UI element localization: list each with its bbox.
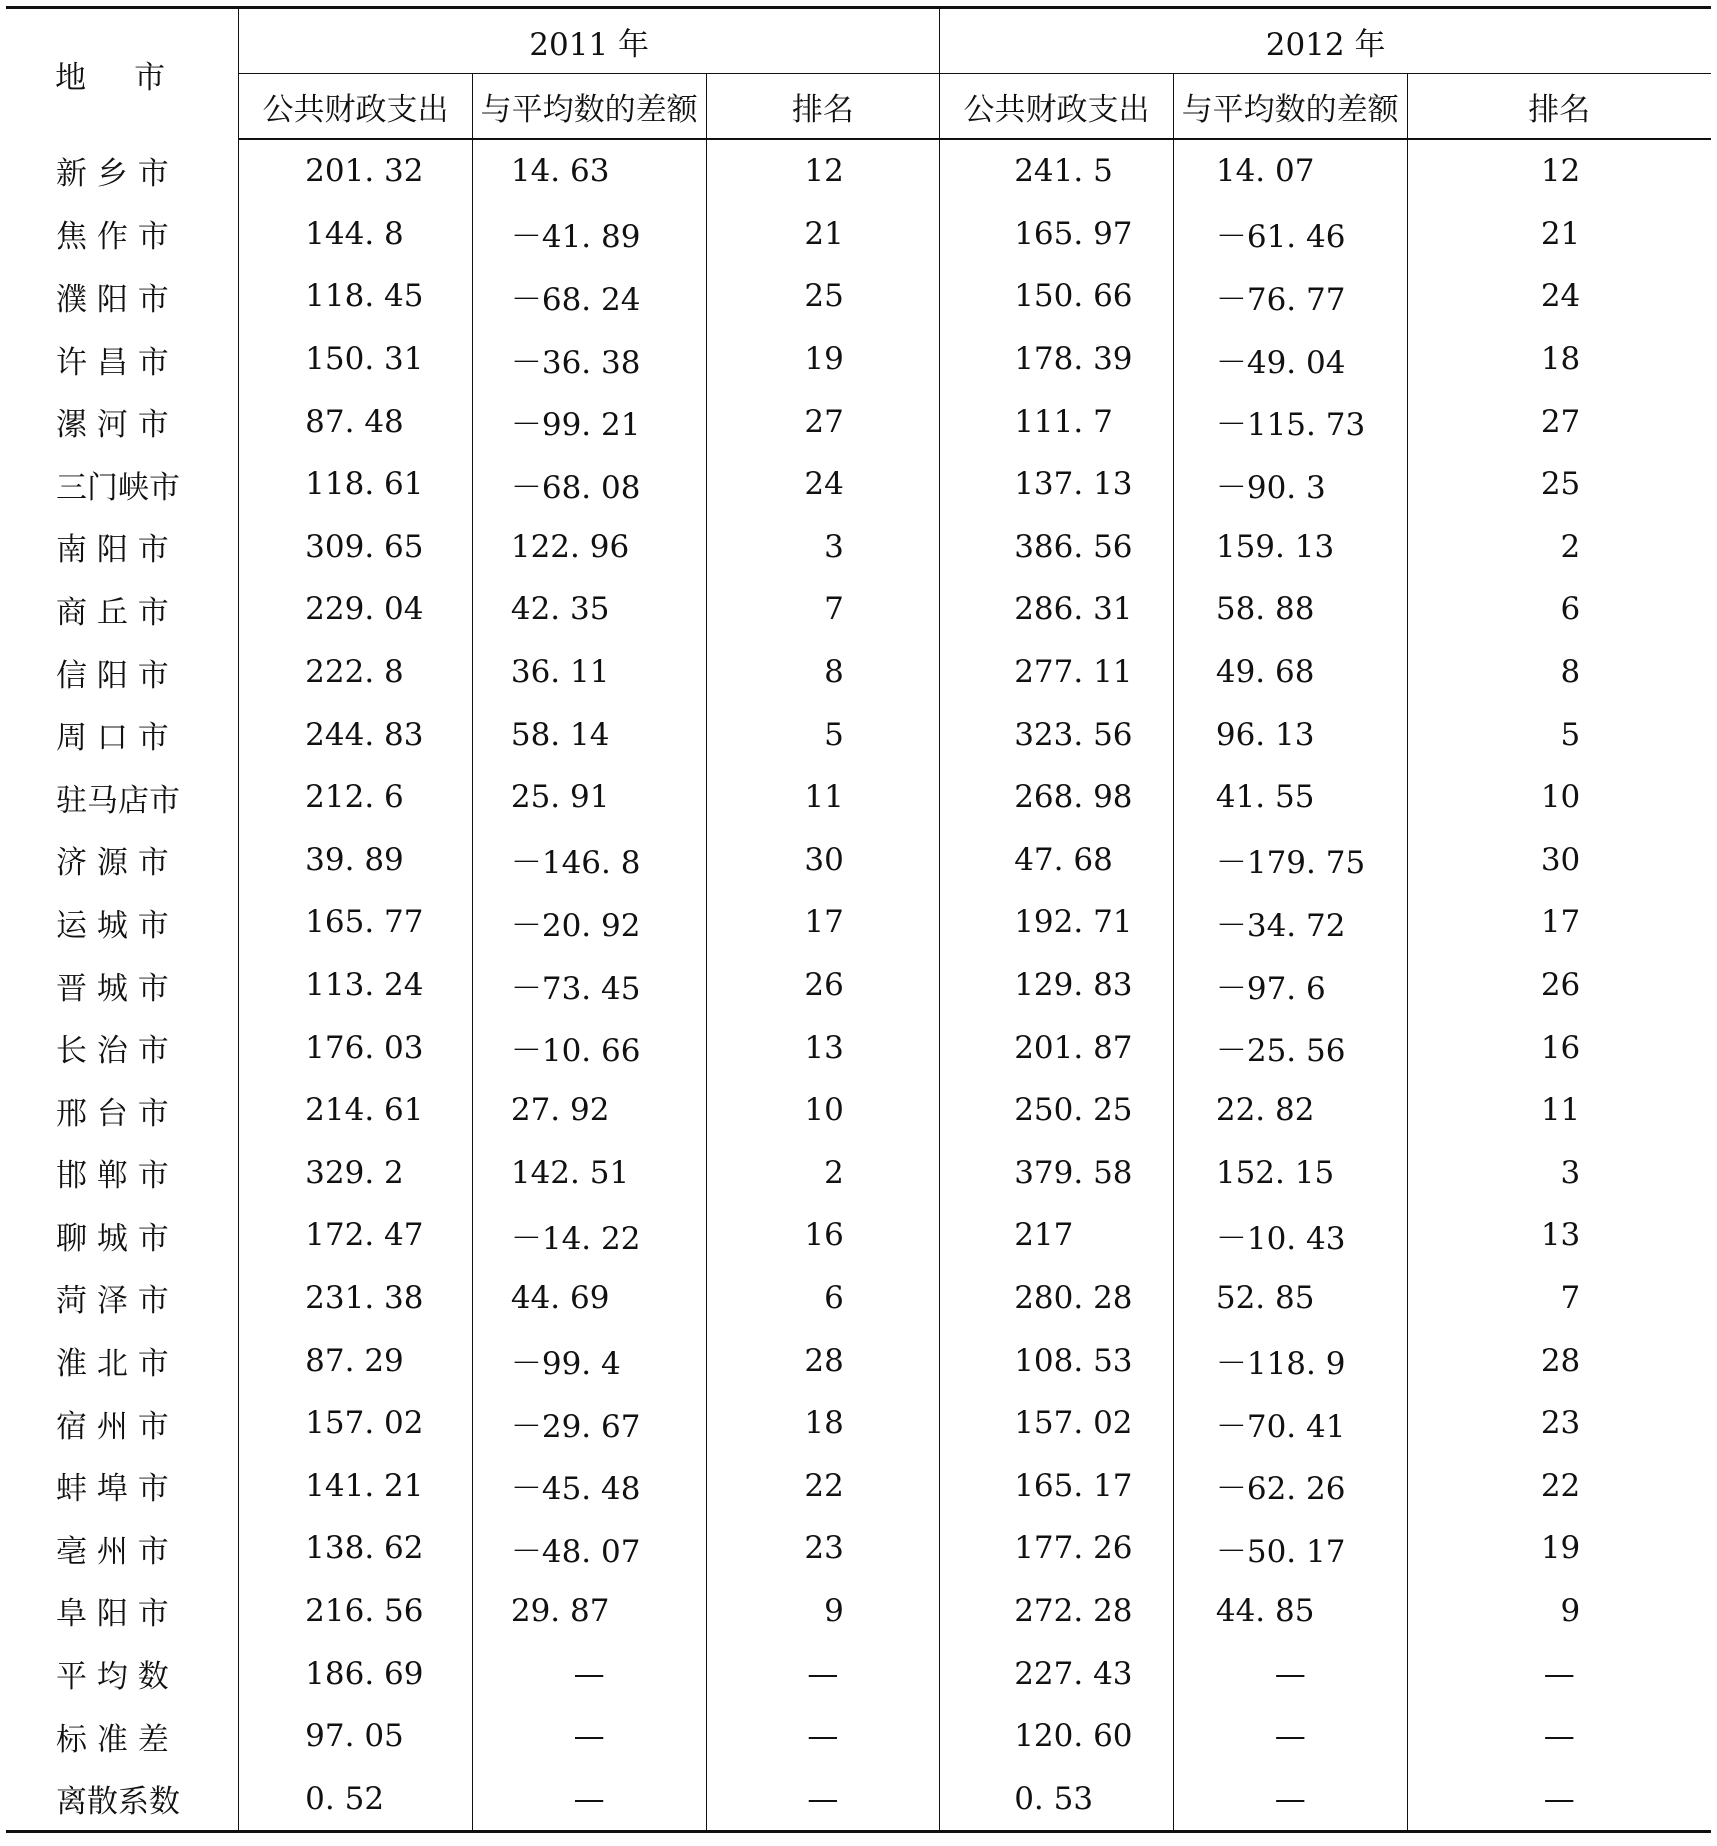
- diff-2012-cell: 96. 13: [1173, 703, 1407, 766]
- rank-value: 7: [1560, 1279, 1581, 1316]
- diff-2012-cell: －61. 46: [1173, 203, 1407, 266]
- col-header-rank-2012: 排名: [1407, 74, 1711, 140]
- rank-value: 11: [804, 779, 844, 816]
- diff-2012-cell: －90. 3: [1173, 453, 1407, 516]
- table-row: [6, 1642, 1711, 1705]
- diff-2011-cell: －73. 45: [472, 954, 706, 1017]
- rank-2011-cell: [706, 1079, 940, 1142]
- rank-2011-cell: [706, 139, 940, 203]
- expenditure-2011-cell: 87. 48: [239, 390, 473, 453]
- table-row: [6, 1079, 1711, 1142]
- diff-2012-cell: 14. 07: [1173, 139, 1407, 203]
- expenditure-2011-cell: 0. 52: [239, 1767, 473, 1831]
- rank-2012-cell: [1407, 1517, 1711, 1580]
- table-row: [6, 578, 1711, 641]
- expenditure-2011-cell: 118. 61: [239, 453, 473, 516]
- expenditure-2012-cell: 165. 17: [940, 1454, 1174, 1517]
- rank-2011-cell: [706, 766, 940, 829]
- rank-value: 23: [804, 1530, 844, 1567]
- rank-2011-cell: [706, 1204, 940, 1267]
- table-row: [6, 328, 1711, 391]
- rank-2011-cell: [706, 1142, 940, 1205]
- diff-2012-cell: －62. 26: [1173, 1454, 1407, 1517]
- diff-2012-cell: －70. 41: [1173, 1392, 1407, 1455]
- rank-value: 26: [1540, 967, 1581, 1004]
- diff-2012-cell: －49. 04: [1173, 328, 1407, 391]
- diff-2011-cell: —: [472, 1642, 706, 1705]
- rank-value: 19: [1540, 1530, 1581, 1567]
- expenditure-2011-cell: 150. 31: [239, 328, 473, 391]
- table-row: [6, 1016, 1711, 1079]
- city-cell: 菏 泽 市: [6, 1267, 239, 1330]
- rank-value: 27: [1540, 403, 1581, 440]
- city-cell: 邯 郸 市: [6, 1142, 239, 1205]
- rank-value: 13: [804, 1029, 844, 1066]
- city-cell: 信 阳 市: [6, 641, 239, 704]
- expenditure-2011-cell: 138. 62: [239, 1517, 473, 1580]
- city-column-header: 地市: [6, 8, 239, 140]
- table-row: [6, 1517, 1711, 1580]
- table-row: [6, 516, 1711, 579]
- table-row: [6, 390, 1711, 453]
- city-cell: 南 阳 市: [6, 516, 239, 579]
- rank-2012-cell: [1407, 766, 1711, 829]
- rank-2012-cell: [1407, 1392, 1711, 1455]
- rank-value: 30: [1540, 841, 1581, 878]
- table-row: [6, 891, 1711, 954]
- rank-2012-cell: [1407, 1267, 1711, 1330]
- rank-value: 22: [804, 1467, 844, 1504]
- diff-2011-cell: 142. 51: [472, 1142, 706, 1205]
- fiscal-expenditure-table-container: [6, 6, 1711, 1833]
- diff-2011-cell: 14. 63: [472, 139, 706, 203]
- city-cell: 许 昌 市: [6, 328, 239, 391]
- rank-value: 22: [1540, 1467, 1581, 1504]
- diff-2011-cell: －45. 48: [472, 1454, 706, 1517]
- expenditure-2011-cell: 229. 04: [239, 578, 473, 641]
- diff-2011-cell: —: [472, 1705, 706, 1768]
- rank-value: 12: [804, 153, 844, 190]
- rank-2012-cell: [1407, 328, 1711, 391]
- table-row: [6, 766, 1711, 829]
- rank-value: 8: [824, 654, 844, 691]
- rank-value: 10: [1540, 779, 1581, 816]
- rank-2011-cell: [706, 516, 940, 579]
- city-cell: 濮 阳 市: [6, 265, 239, 328]
- rank-2011-cell: [706, 390, 940, 453]
- expenditure-2012-cell: 217: [940, 1204, 1174, 1267]
- rank-value: 17: [804, 904, 844, 941]
- rank-value: 16: [804, 1217, 844, 1254]
- diff-2011-cell: 25. 91: [472, 766, 706, 829]
- rank-2012-cell: [1407, 703, 1711, 766]
- city-cell: 邢 台 市: [6, 1079, 239, 1142]
- diff-2011-cell: 122. 96: [472, 516, 706, 579]
- diff-2011-cell: －48. 07: [472, 1517, 706, 1580]
- table-header: [6, 8, 1711, 140]
- expenditure-2012-cell: 323. 56: [940, 703, 1174, 766]
- diff-2012-cell: －115. 73: [1173, 390, 1407, 453]
- table-row: [6, 1580, 1711, 1643]
- expenditure-2011-cell: 222. 8: [239, 641, 473, 704]
- rank-value: 2: [824, 1154, 844, 1191]
- city-cell: 标 准 差: [6, 1705, 239, 1768]
- rank-value: 28: [1540, 1342, 1581, 1379]
- rank-2011-cell: —: [706, 1642, 940, 1705]
- rank-2012-cell: [1407, 641, 1711, 704]
- expenditure-2011-cell: 201. 32: [239, 139, 473, 203]
- city-cell: 新 乡 市: [6, 139, 239, 203]
- expenditure-2011-cell: 157. 02: [239, 1392, 473, 1455]
- rank-2012-cell: [1407, 1142, 1711, 1205]
- expenditure-2011-cell: 176. 03: [239, 1016, 473, 1079]
- col-header-diff-2012: 与平均数的差额: [1173, 74, 1407, 140]
- rank-2012-cell: [1407, 390, 1711, 453]
- diff-2011-cell: －99. 4: [472, 1329, 706, 1392]
- rank-value: 17: [1540, 904, 1581, 941]
- rank-value: 10: [804, 1092, 844, 1129]
- rank-value: 30: [804, 841, 844, 878]
- expenditure-2012-cell: 108. 53: [940, 1329, 1174, 1392]
- rank-value: 28: [804, 1342, 844, 1379]
- rank-2011-cell: [706, 1329, 940, 1392]
- expenditure-2011-cell: 39. 89: [239, 829, 473, 892]
- rank-value: 5: [1560, 716, 1581, 753]
- diff-2011-cell: 58. 14: [472, 703, 706, 766]
- rank-value: 27: [804, 403, 844, 440]
- rank-value: 3: [1560, 1154, 1581, 1191]
- city-cell: 离散系数: [6, 1767, 239, 1831]
- expenditure-2011-cell: 244. 83: [239, 703, 473, 766]
- city-cell: 长 治 市: [6, 1016, 239, 1079]
- diff-2012-cell: －10. 43: [1173, 1204, 1407, 1267]
- rank-2011-cell: [706, 829, 940, 892]
- expenditure-2011-cell: 165. 77: [239, 891, 473, 954]
- rank-2012-cell: [1407, 453, 1711, 516]
- table-row: [6, 453, 1711, 516]
- col-header-expenditure-2011: 公共财政支出: [239, 74, 473, 140]
- rank-2012-cell: [1407, 954, 1711, 1017]
- rank-2012-cell: [1407, 1079, 1711, 1142]
- expenditure-2011-cell: 231. 38: [239, 1267, 473, 1330]
- rank-2012-cell: [1407, 1454, 1711, 1517]
- rank-2012-cell: —: [1543, 1718, 1575, 1755]
- diff-2011-cell: 29. 87: [472, 1580, 706, 1643]
- diff-2012-cell: 58. 88: [1173, 578, 1407, 641]
- rank-value: 24: [1540, 278, 1581, 315]
- rank-2011-cell: [706, 1267, 940, 1330]
- city-cell: 聊 城 市: [6, 1204, 239, 1267]
- rank-2011-cell: [706, 1016, 940, 1079]
- diff-2012-cell: －118. 9: [1173, 1329, 1407, 1392]
- expenditure-2012-cell: 177. 26: [940, 1517, 1174, 1580]
- rank-2012-cell: —: [1407, 1767, 1711, 1831]
- expenditure-2011-cell: 141. 21: [239, 1454, 473, 1517]
- city-cell: 商 丘 市: [6, 578, 239, 641]
- rank-value: 21: [804, 215, 844, 252]
- expenditure-2012-cell: 227. 43: [940, 1642, 1174, 1705]
- table-row: [6, 1767, 1711, 1831]
- table-row: [6, 954, 1711, 1017]
- rank-2011-cell: [706, 1392, 940, 1455]
- city-cell: 亳 州 市: [6, 1517, 239, 1580]
- expenditure-2011-cell: 214. 61: [239, 1079, 473, 1142]
- rank-value: 25: [804, 278, 844, 315]
- diff-2011-cell: 42. 35: [472, 578, 706, 641]
- diff-2012-cell: —: [1173, 1642, 1407, 1705]
- expenditure-2011-cell: 97. 05: [239, 1705, 473, 1768]
- diff-2011-cell: －41. 89: [472, 203, 706, 266]
- table-row: [6, 1705, 1711, 1768]
- rank-value: 6: [824, 1279, 844, 1316]
- rank-value: 18: [1540, 341, 1581, 378]
- rank-value: 26: [804, 967, 844, 1004]
- rank-2012-cell: [1407, 203, 1711, 266]
- rank-2011-cell: [706, 891, 940, 954]
- rank-2012-cell: [1407, 139, 1711, 203]
- city-cell: 运 城 市: [6, 891, 239, 954]
- diff-2012-cell: 52. 85: [1173, 1267, 1407, 1330]
- diff-2011-cell: －68. 24: [472, 265, 706, 328]
- diff-2011-cell: －99. 21: [472, 390, 706, 453]
- diff-2011-cell: －10. 66: [472, 1016, 706, 1079]
- expenditure-2012-cell: 272. 28: [940, 1580, 1174, 1643]
- rank-value: 16: [1540, 1029, 1581, 1066]
- diff-2012-cell: －179. 75: [1173, 829, 1407, 892]
- rank-2011-cell: [706, 703, 940, 766]
- expenditure-2012-cell: 241. 5: [940, 139, 1174, 203]
- city-cell: 漯 河 市: [6, 390, 239, 453]
- table-row: [6, 829, 1711, 892]
- table-row: [6, 1454, 1711, 1517]
- table-row: [6, 1267, 1711, 1330]
- rank-2011-cell: [706, 203, 940, 266]
- expenditure-2012-cell: 0. 53: [940, 1767, 1174, 1831]
- city-cell: 焦 作 市: [6, 203, 239, 266]
- expenditure-2011-cell: 118. 45: [239, 265, 473, 328]
- rank-2012-cell: [1407, 516, 1711, 579]
- city-cell: 淮 北 市: [6, 1329, 239, 1392]
- city-cell: 三门峡市: [6, 453, 239, 516]
- expenditure-2012-cell: 286. 31: [940, 578, 1174, 641]
- city-cell: 济 源 市: [6, 829, 239, 892]
- rank-2011-cell: [706, 1580, 940, 1643]
- fiscal-expenditure-table: [6, 6, 1711, 1833]
- diff-2012-cell: －25. 56: [1173, 1016, 1407, 1079]
- header-row-columns: [6, 74, 1711, 140]
- diff-2012-cell: 44. 85: [1173, 1580, 1407, 1643]
- rank-2012-cell: [1407, 891, 1711, 954]
- diff-2011-cell: —: [472, 1767, 706, 1831]
- expenditure-2011-cell: 144. 8: [239, 203, 473, 266]
- year-2011-header: 2011 年: [239, 8, 940, 74]
- rank-value: 3: [824, 528, 844, 565]
- table-body: [6, 139, 1711, 1832]
- expenditure-2012-cell: 47. 68: [940, 829, 1174, 892]
- rank-2011-cell: [706, 641, 940, 704]
- rank-2011-cell: [706, 954, 940, 1017]
- city-cell: 驻马店市: [6, 766, 239, 829]
- rank-value: 21: [1540, 215, 1581, 252]
- expenditure-2011-cell: 212. 6: [239, 766, 473, 829]
- city-cell: 蚌 埠 市: [6, 1454, 239, 1517]
- expenditure-2012-cell: 165. 97: [940, 203, 1174, 266]
- expenditure-2011-cell: 216. 56: [239, 1580, 473, 1643]
- diff-2012-cell: －97. 6: [1173, 954, 1407, 1017]
- rank-value: 7: [824, 591, 844, 628]
- city-cell: 周 口 市: [6, 703, 239, 766]
- expenditure-2011-cell: 172. 47: [239, 1204, 473, 1267]
- header-row-years: [6, 8, 1711, 74]
- rank-2012-cell: [1407, 1329, 1711, 1392]
- rank-value: 9: [1560, 1592, 1581, 1629]
- diff-2012-cell: －50. 17: [1173, 1517, 1407, 1580]
- expenditure-2012-cell: 120. 60: [940, 1705, 1174, 1768]
- diff-2011-cell: －14. 22: [472, 1204, 706, 1267]
- rank-value: 12: [1540, 153, 1581, 190]
- city-cell: 晋 城 市: [6, 954, 239, 1017]
- diff-2012-cell: －34. 72: [1173, 891, 1407, 954]
- table-row: [6, 1329, 1711, 1392]
- rank-2012-cell: [1407, 1580, 1711, 1643]
- expenditure-2012-cell: 150. 66: [940, 265, 1174, 328]
- expenditure-2011-cell: 87. 29: [239, 1329, 473, 1392]
- rank-value: 19: [804, 341, 844, 378]
- rank-2012-cell: [1407, 829, 1711, 892]
- diff-2011-cell: －36. 38: [472, 328, 706, 391]
- diff-2011-cell: －20. 92: [472, 891, 706, 954]
- table-row: [6, 139, 1711, 203]
- rank-value: 6: [1560, 591, 1581, 628]
- rank-value: 25: [1540, 466, 1581, 503]
- expenditure-2012-cell: 178. 39: [940, 328, 1174, 391]
- expenditure-2011-cell: 113. 24: [239, 954, 473, 1017]
- city-cell: 阜 阳 市: [6, 1580, 239, 1643]
- rank-2011-cell: —: [706, 1705, 940, 1768]
- rank-value: 11: [1540, 1092, 1581, 1129]
- rank-2011-cell: [706, 453, 940, 516]
- diff-2012-cell: 41. 55: [1173, 766, 1407, 829]
- expenditure-2012-cell: 280. 28: [940, 1267, 1174, 1330]
- rank-2011-cell: —: [706, 1767, 940, 1831]
- table-row: [6, 1392, 1711, 1455]
- year-2012-header: 2012 年: [940, 8, 1711, 74]
- expenditure-2012-cell: 192. 71: [940, 891, 1174, 954]
- rank-2011-cell: [706, 328, 940, 391]
- rank-value: 9: [824, 1592, 844, 1629]
- city-cell: 宿 州 市: [6, 1392, 239, 1455]
- diff-2012-cell: 159. 13: [1173, 516, 1407, 579]
- rank-2012-cell: [1407, 1016, 1711, 1079]
- expenditure-2012-cell: 268. 98: [940, 766, 1174, 829]
- expenditure-2012-cell: 137. 13: [940, 453, 1174, 516]
- diff-2012-cell: －76. 77: [1173, 265, 1407, 328]
- rank-2011-cell: [706, 578, 940, 641]
- table-row: [6, 1204, 1711, 1267]
- diff-2011-cell: －68. 08: [472, 453, 706, 516]
- expenditure-2012-cell: 277. 11: [940, 641, 1174, 704]
- city-cell: 平 均 数: [6, 1642, 239, 1705]
- table-row: [6, 641, 1711, 704]
- expenditure-2011-cell: 186. 69: [239, 1642, 473, 1705]
- rank-2012-cell: [1407, 578, 1711, 641]
- expenditure-2012-cell: 379. 58: [940, 1142, 1174, 1205]
- rank-value: 18: [804, 1405, 844, 1442]
- diff-2011-cell: －29. 67: [472, 1392, 706, 1455]
- rank-value: 24: [804, 466, 844, 503]
- diff-2012-cell: —: [1173, 1705, 1407, 1768]
- expenditure-2012-cell: 201. 87: [940, 1016, 1174, 1079]
- diff-2012-cell: 152. 15: [1173, 1142, 1407, 1205]
- table-row: [6, 1142, 1711, 1205]
- expenditure-2012-cell: 111. 7: [940, 390, 1174, 453]
- rank-2012-cell: [1407, 1204, 1711, 1267]
- rank-2011-cell: [706, 265, 940, 328]
- rank-value: 13: [1540, 1217, 1581, 1254]
- diff-2011-cell: 44. 69: [472, 1267, 706, 1330]
- table-row: [6, 703, 1711, 766]
- rank-value: 23: [1540, 1405, 1581, 1442]
- rank-2011-cell: [706, 1454, 940, 1517]
- expenditure-2012-cell: 386. 56: [940, 516, 1174, 579]
- rank-2012-cell: —: [1543, 1655, 1575, 1692]
- rank-value: 8: [1560, 654, 1581, 691]
- col-header-rank-2011: 排名: [706, 74, 940, 140]
- expenditure-2011-cell: 329. 2: [239, 1142, 473, 1205]
- expenditure-2011-cell: 309. 65: [239, 516, 473, 579]
- col-header-diff-2011: 与平均数的差额: [472, 74, 706, 140]
- expenditure-2012-cell: 129. 83: [940, 954, 1174, 1017]
- diff-2012-cell: 49. 68: [1173, 641, 1407, 704]
- rank-2012-cell: [1407, 265, 1711, 328]
- table-row: [6, 265, 1711, 328]
- expenditure-2012-cell: 157. 02: [940, 1392, 1174, 1455]
- diff-2011-cell: 36. 11: [472, 641, 706, 704]
- expenditure-2012-cell: 250. 25: [940, 1079, 1174, 1142]
- diff-2011-cell: －146. 8: [472, 829, 706, 892]
- col-header-expenditure-2012: 公共财政支出: [940, 74, 1174, 140]
- table-row: [6, 203, 1711, 266]
- diff-2012-cell: 22. 82: [1173, 1079, 1407, 1142]
- diff-2011-cell: 27. 92: [472, 1079, 706, 1142]
- rank-value: 5: [824, 716, 844, 753]
- rank-value: 2: [1560, 528, 1581, 565]
- rank-2011-cell: [706, 1517, 940, 1580]
- diff-2012-cell: —: [1173, 1767, 1407, 1831]
